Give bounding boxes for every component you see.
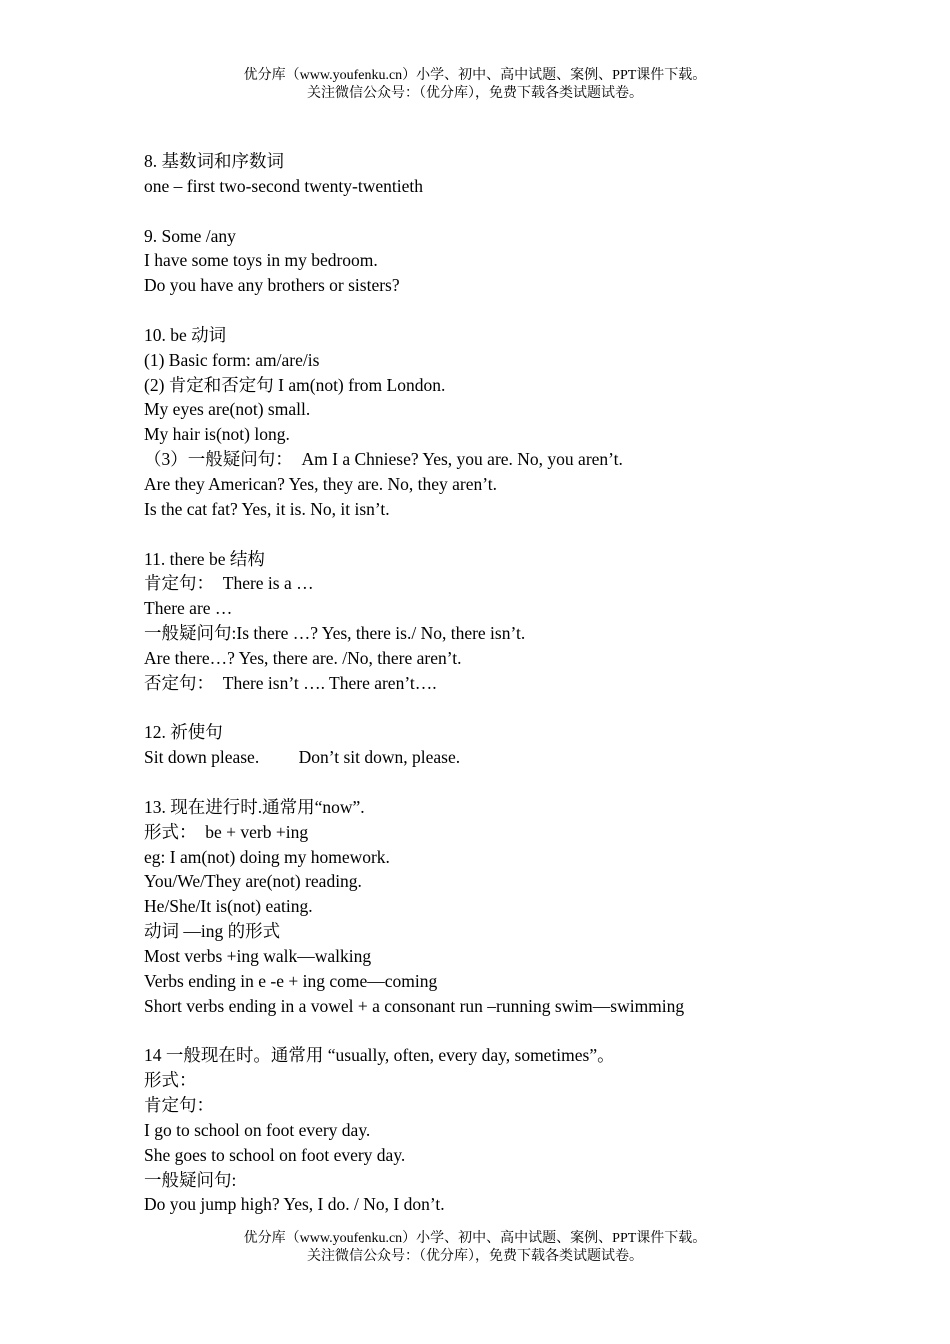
section-heading: 10. be 动词 — [144, 324, 227, 345]
text-line: eg: I am(not) doing my homework. — [144, 846, 390, 867]
text-line: Are there…? Yes, there are. /No, there aren’t. — [144, 647, 462, 668]
text-line: He/She/It is(not) eating. — [144, 896, 313, 917]
section-heading: 12. 祈使句 — [144, 722, 223, 743]
text-line: She goes to school on foot every day. — [144, 1144, 406, 1165]
paragraph-spacer — [144, 298, 924, 323]
text-line: 肯定句： — [144, 1095, 214, 1116]
page-footer — [0, 1230, 950, 1266]
text-line: 一般疑问句: — [144, 1169, 237, 1190]
text-line: Verbs ending in e -e + ing come—coming — [144, 970, 438, 991]
page-header — [0, 67, 950, 103]
text-line: (2) 肯定和否定句 I am(not) from London. — [144, 374, 446, 395]
document-body — [144, 149, 924, 1217]
footer-line-2: 关注微信公众号：（优分库），免费下载各类试题试卷。 — [307, 1249, 643, 1264]
text-line: Short verbs ending in a vowel + a consonant run –running swim—swimming — [144, 995, 685, 1016]
text-line: Are they American? Yes, they are. No, they aren’t. — [144, 473, 497, 494]
header-line-2: 关注微信公众号：（优分库），免费下载各类试题试卷。 — [307, 86, 643, 101]
text-line: My eyes are(not) small. — [144, 399, 311, 420]
paragraph-spacer — [144, 199, 924, 224]
section-heading: 11. there be 结构 — [144, 548, 265, 569]
paragraph-spacer — [144, 522, 924, 547]
text-line: Most verbs +ing walk—walking — [144, 946, 372, 966]
text-line: （3）一般疑问句： Am I a Chniese? Yes, you are. No, you aren’t. — [144, 449, 623, 470]
section-heading: 8. 基数词和序数词 — [144, 151, 284, 171]
paragraph-spacer — [144, 770, 924, 795]
text-line: Sit down please. Don’t sit down, please. — [144, 747, 461, 768]
text-line: 形式： be + verb +ing — [144, 821, 309, 842]
paragraph-spacer — [144, 1019, 924, 1044]
text-line: 动词 —ing 的形式 — [144, 921, 281, 942]
text-line: 形式： — [144, 1070, 197, 1091]
section-heading: 9. Some /any — [144, 225, 236, 246]
text-line: There are … — [144, 598, 233, 619]
text-line: Do you jump high? Yes, I do. / No, I don’t. — [144, 1194, 445, 1215]
text-line: I go to school on foot every day. — [144, 1119, 371, 1140]
text-line: I have some toys in my bedroom. — [144, 250, 378, 271]
text-line: 肯定句： There is a … — [144, 573, 314, 594]
paragraph-spacer — [144, 696, 924, 721]
section-heading: 14 一般现在时。通常用 “usually, often, every day, sometimes”。 — [144, 1045, 615, 1066]
text-line: 否定句： There isn’t …. There aren’t…. — [144, 672, 437, 693]
section-heading: 13. 现在进行时.通常用“now”. — [144, 796, 365, 817]
text-line: one – first two-second twenty-twentieth — [144, 175, 423, 196]
text-line: (1) Basic form: am/are/is — [144, 349, 320, 370]
text-line: You/We/They are(not) reading. — [144, 871, 362, 892]
text-line: Is the cat fat? Yes, it is. No, it isn’t. — [144, 498, 390, 519]
text-line: Do you have any brothers or sisters? — [144, 275, 400, 296]
text-line: My hair is(not) long. — [144, 424, 290, 445]
text-line: 一般疑问句:Is there …? Yes, there is./ No, there isn’t. — [144, 623, 526, 644]
footer-line-1: 优分库（www.youfenku.cn）小学、初中、高中试题、案例、PPT课件下载。 — [243, 1231, 707, 1246]
header-line-1: 优分库（www.youfenku.cn）小学、初中、高中试题、案例、PPT课件下载。 — [243, 68, 707, 83]
